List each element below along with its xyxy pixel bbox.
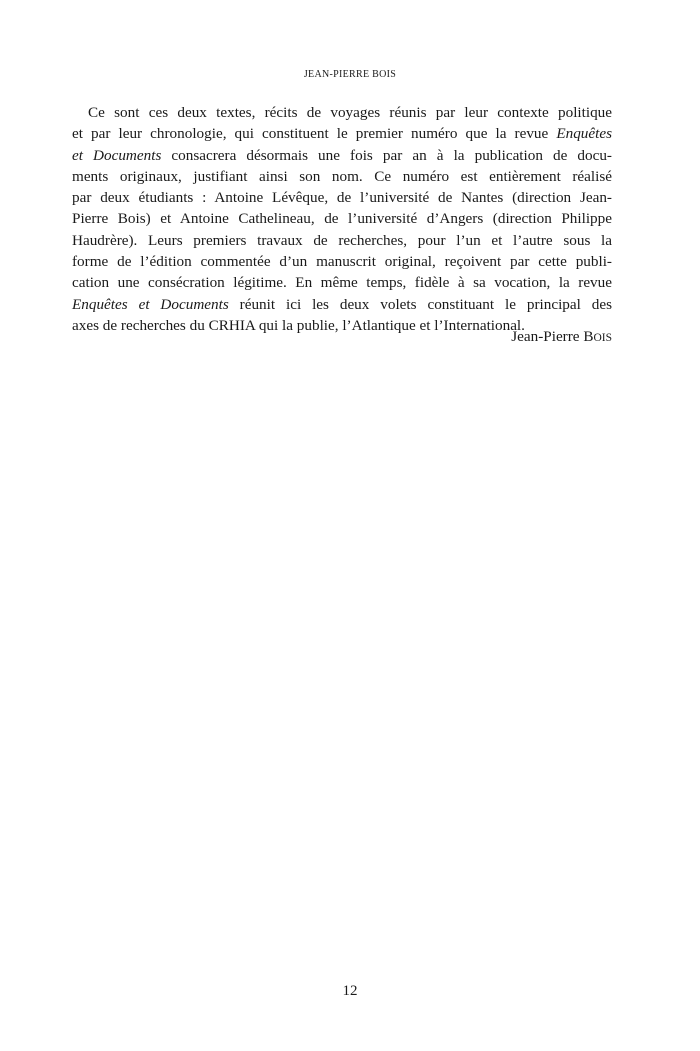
journal-title: Enquêtes et Documents <box>72 295 229 313</box>
text-line: par deux étudiants : Antoine Lévêque, de l’université de Nantes (direction Jean- <box>72 189 612 207</box>
journal-title: et Documents <box>72 146 162 164</box>
running-head: JEAN-PIERRE BOIS <box>303 69 397 80</box>
text-line: axes de recherches du CRHIA qui la publie, l’Atlantique et l’International. <box>72 316 525 334</box>
text-line: Ce sont ces deux textes, récits de voyages réunis par leur contexte politique <box>88 104 612 121</box>
page-number: 12 <box>342 983 358 999</box>
text-line: forme de l’édition commentée d’un manuscrit original, reçoivent par cette publi- <box>72 253 612 271</box>
text-line: et Documents consacrera désormais une fois par an à la publication de docu- <box>72 146 612 164</box>
text-line: et par leur chronologie, qui constituent le premier numéro que la revue Enquêtes <box>72 125 612 143</box>
text-line: Pierre Bois) et Antoine Cathelineau, de l’université d’Angers (direction Philippe <box>72 210 612 228</box>
text-line: cation une consécration légitime. En même temps, fidèle à sa vocation, la revue <box>72 274 612 292</box>
author-signature: Jean-Pierre BOIS <box>511 328 612 345</box>
body-paragraph <box>72 102 612 336</box>
text-line: Enquêtes et Documents réunit ici les deux volets constituant le principal des <box>72 295 612 313</box>
text-line: Haudrère). Leurs premiers travaux de recherches, pour l’un et l’autre sous la <box>72 231 612 249</box>
journal-title: Enquêtes <box>556 125 612 143</box>
text-line: ments originaux, justifiant ainsi son nom. Ce numéro est entièrement réalisé <box>72 167 612 185</box>
